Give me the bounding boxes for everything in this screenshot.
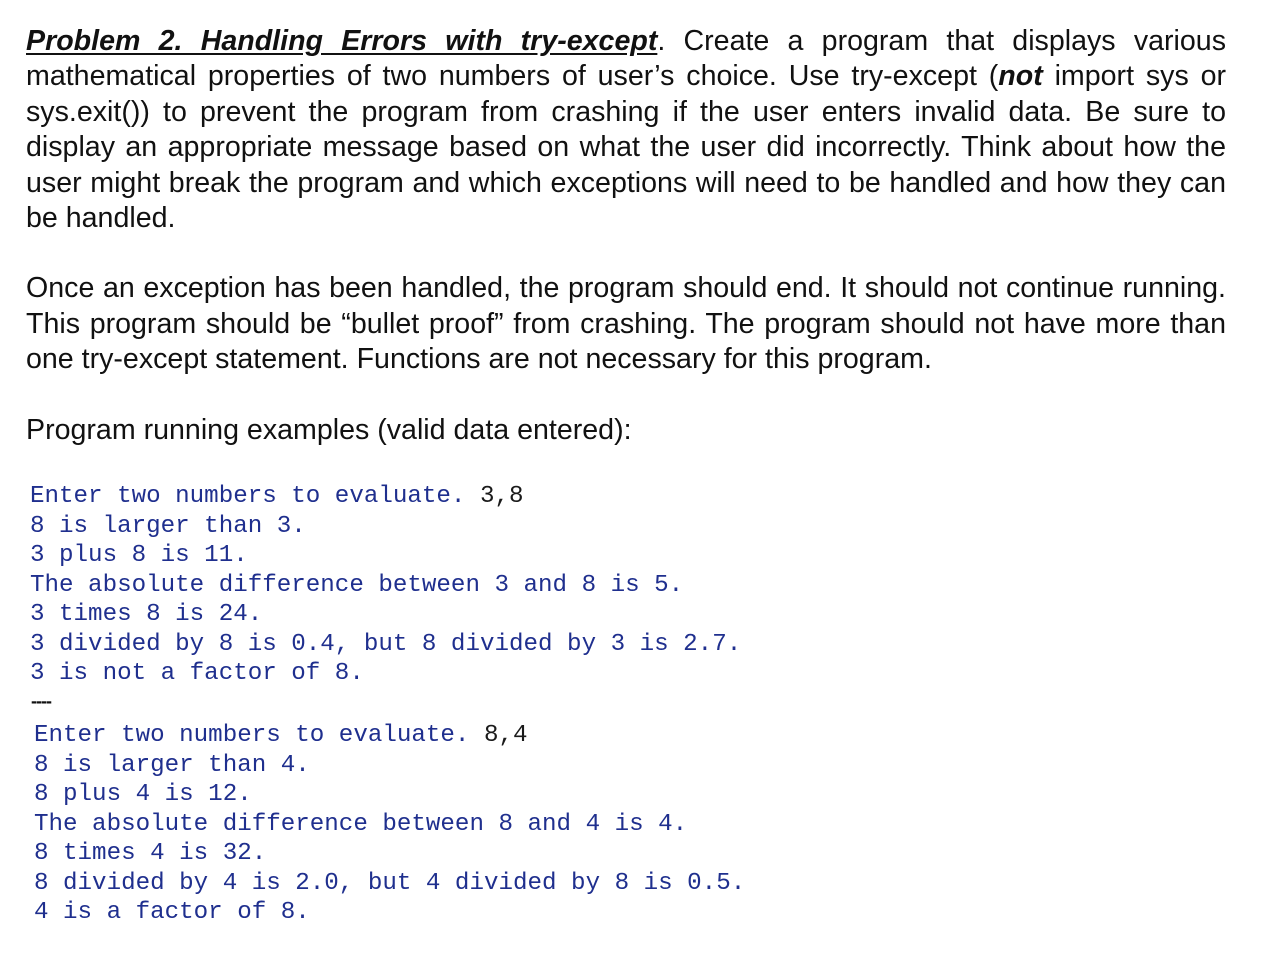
- console-example-2: [34, 721, 745, 928]
- examples-heading: Program running examples (valid data entered):: [26, 413, 632, 446]
- console-output-line: 8 times 4 is 32.: [34, 840, 267, 867]
- problem-document: [26, 24, 1226, 448]
- requirements-paragraph: Once an exception has been handled, the program should end. It should not continue running. This program should be “bullet proof” from crashing. The program should not have more than one try-except statement. Functions are not necessary for this program.: [26, 272, 1226, 376]
- console-output-line: The absolute difference between 8 and 4 is 4.: [34, 810, 688, 838]
- console-output-line: 3 divided by 8 is 0.4, but 8 divided by 3 is 2.7.: [30, 630, 742, 658]
- problem-statement: [26, 24, 1226, 236]
- console-prompt: Enter two numbers to evaluate.: [30, 483, 480, 510]
- console-output-line: 3 times 8 is 24.: [30, 601, 263, 628]
- console-output-line: The absolute difference between 3 and 8 is 5.: [30, 571, 684, 599]
- intro-emphasis: not: [998, 60, 1043, 93]
- example-separator: ----: [31, 691, 51, 711]
- intro-text-part1: . Create a program that displays various mathematical properties of two numbers of user’s choice. Use try-except (: [26, 25, 1226, 93]
- console-output-line: 8 divided by 4 is 2.0, but 4 divided by 8 is 0.5.: [34, 869, 746, 897]
- console-example-1: [30, 482, 741, 689]
- console-prompt-line: [34, 721, 745, 751]
- intro-text-part2: import sys or sys.exit()) to prevent the program from crashing if the user enters invalid data. Be sure to display an appropriate message based on what the user did incorrectly. Think about how the user might break the program and which exceptions will need to be handled and how they can be handled.: [26, 60, 1227, 235]
- console-output-line: 3 is not a factor of 8.: [30, 660, 364, 687]
- console-user-input: 8,4: [483, 722, 528, 749]
- console-prompt: Enter two numbers to evaluate.: [34, 722, 484, 749]
- console-output-line: 3 plus 8 is 11.: [30, 542, 248, 569]
- console-output-line: 4 is a factor of 8.: [34, 899, 310, 926]
- console-prompt-line: [30, 482, 741, 512]
- console-user-input: 3,8: [479, 483, 524, 510]
- console-output-line: 8 is larger than 3.: [30, 512, 306, 540]
- console-output-line: 8 is larger than 4.: [34, 751, 310, 779]
- problem-title: Problem 2. Handling Errors with try-except: [26, 25, 658, 57]
- console-output-line: 8 plus 4 is 12.: [34, 781, 252, 808]
